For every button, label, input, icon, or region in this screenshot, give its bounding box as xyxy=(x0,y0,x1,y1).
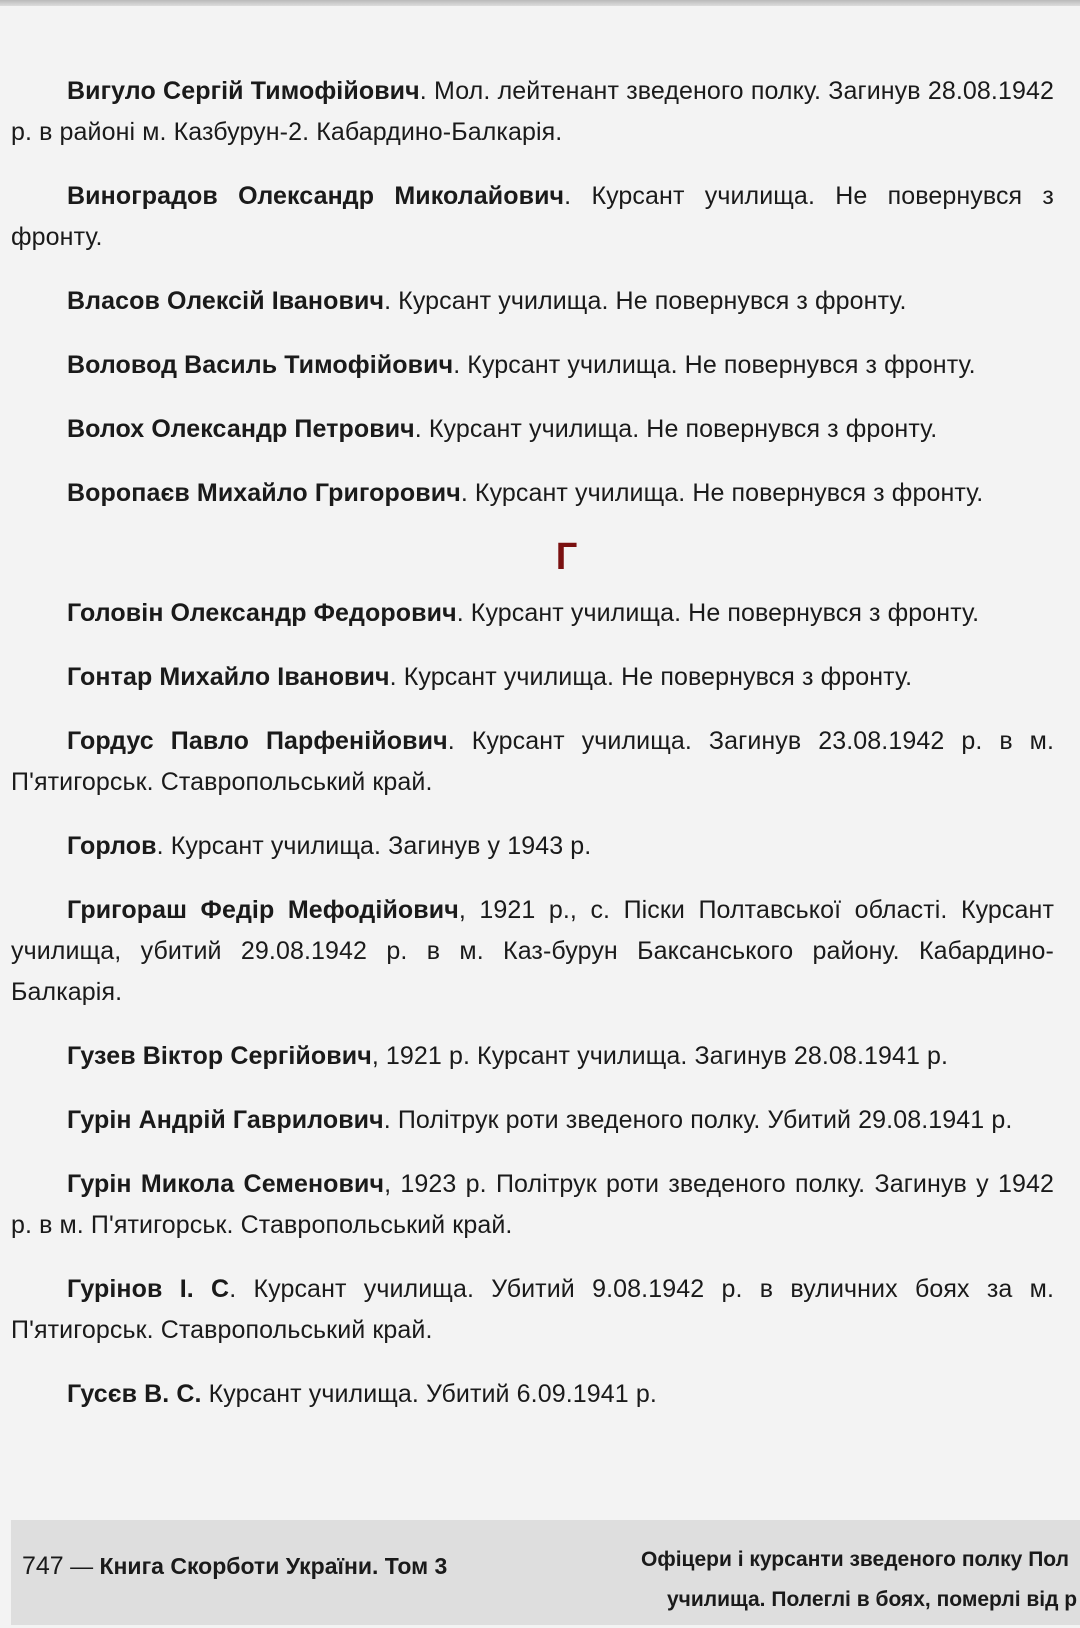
entry-description: . Курсант училища. Не повернувся з фронту. xyxy=(456,599,980,627)
entry-person-name: Волох Олександр Петрович xyxy=(67,415,415,443)
entries-list-h xyxy=(11,593,1054,1415)
entry-description: . Курсант училища. Не повернувся з фронту. xyxy=(389,663,913,691)
book-title: Книга Скорботи України. Том 3 xyxy=(99,1553,448,1579)
memorial-entry xyxy=(11,1164,1054,1246)
entry-description: . Курсант училища. Не повернувся з фронту. xyxy=(11,182,1054,251)
entry-description: . Курсант училища. Не повернувся з фронту. xyxy=(460,479,984,507)
footer-section-title xyxy=(641,1540,1080,1620)
entry-description: . Курсант училища. Не повернувся з фронту. xyxy=(453,351,976,379)
memorial-entry xyxy=(11,657,1054,698)
memorial-entry xyxy=(11,281,1054,322)
memorial-entry xyxy=(11,473,1054,514)
page-footer xyxy=(11,1520,1080,1625)
entry-person-name: Воропаєв Михайло Григорович xyxy=(67,479,461,507)
entry-description: . Курсант училища. Не повернувся з фронту. xyxy=(414,415,938,443)
memorial-entry xyxy=(11,1269,1054,1351)
entry-description: . Курсант училища. Убитий 9.08.1942 р. в вуличних боях за м. П'ятигорськ. Ставропольський край. xyxy=(11,1275,1054,1344)
entry-person-name: Гузев Віктор Сергійович xyxy=(67,1042,372,1070)
entry-person-name: Власов Олексій Іванович xyxy=(67,287,385,315)
entry-person-name: Головін Олександр Федорович xyxy=(67,599,457,627)
memorial-entry xyxy=(11,176,1054,258)
entry-person-name: Гурін Микола Семенович xyxy=(67,1170,385,1198)
entry-description: . Курсант училища. Загинув у 1943 р. xyxy=(156,832,592,860)
footer-separator: — xyxy=(63,1553,100,1579)
entry-person-name: Гурін Андрій Гаврилович xyxy=(67,1106,384,1134)
entry-person-name: Гонтар Михайло Іванович xyxy=(67,663,390,691)
entry-description: , 1921 р. Курсант училища. Загинув 28.08.1941 р. xyxy=(371,1042,949,1070)
entry-person-name: Гордус Павло Парфенійович xyxy=(67,727,448,755)
entry-description: . Курсант училища. Не повернувся з фронту. xyxy=(384,287,907,315)
entry-description: , 1921 р., с. Піски Полтавської області. Курсант училища, убитий 29.08.1942 р. в м. Каз-бурун Баксанського району. Кабардино-Балкарія. xyxy=(11,896,1054,1006)
entry-description: Курсант училища. Убитий 6.09.1941 р. xyxy=(201,1380,657,1408)
entry-person-name: Гурінов І. С xyxy=(67,1275,230,1303)
memorial-entry xyxy=(11,593,1054,634)
memorial-entry xyxy=(11,345,1054,386)
entry-person-name: Горлов xyxy=(67,832,157,860)
entry-description: . Курсант училища. Загинув 23.08.1942 р. в м. П'ятигорськ. Ставропольський край. xyxy=(11,727,1054,796)
entry-description: . Політрук роти зведеного полку. Убитий 29.08.1941 р. xyxy=(383,1106,1013,1134)
entries-list-v xyxy=(11,71,1054,514)
entry-person-name: Воловод Василь Тимофійович xyxy=(67,351,454,379)
memorial-entry xyxy=(11,71,1054,153)
entry-person-name: Гусєв В. С. xyxy=(67,1380,202,1408)
entry-description: . Мол. лейтенант зведеного полку. Загинув 28.08.1942 р. в районі м. Казбурун-2. Кабардино-Балкарія. xyxy=(11,77,1054,146)
section-letter-heading: Г xyxy=(555,536,578,578)
entry-person-name: Григораш Федір Мефодійович xyxy=(67,896,459,924)
entry-description: , 1923 р. Політрук роти зведеного полку. Загинув у 1942 р. в м. П'ятигорськ. Ставропольський край. xyxy=(11,1170,1054,1239)
memorial-entry xyxy=(11,1036,1054,1077)
top-edge-divider xyxy=(0,0,1080,6)
section-title-line-2: училища. Полеглі в боях, померлі від р xyxy=(667,1588,1078,1611)
memorial-entry xyxy=(11,721,1054,803)
entry-person-name: Вигуло Сергій Тимофійович xyxy=(67,77,420,105)
footer-page-info xyxy=(22,1552,447,1581)
document-body xyxy=(11,71,1054,1438)
memorial-entry xyxy=(11,826,1054,867)
memorial-entry xyxy=(11,1100,1054,1141)
memorial-entry xyxy=(11,1374,1054,1415)
section-title-line-1: Офіцери і курсанти зведеного полку Пол xyxy=(641,1548,1069,1571)
memorial-entry xyxy=(11,890,1054,1013)
page-number: 747 xyxy=(22,1552,64,1580)
memorial-entry xyxy=(11,409,1054,450)
entry-person-name: Виноградов Олександр Миколайович xyxy=(67,182,565,210)
